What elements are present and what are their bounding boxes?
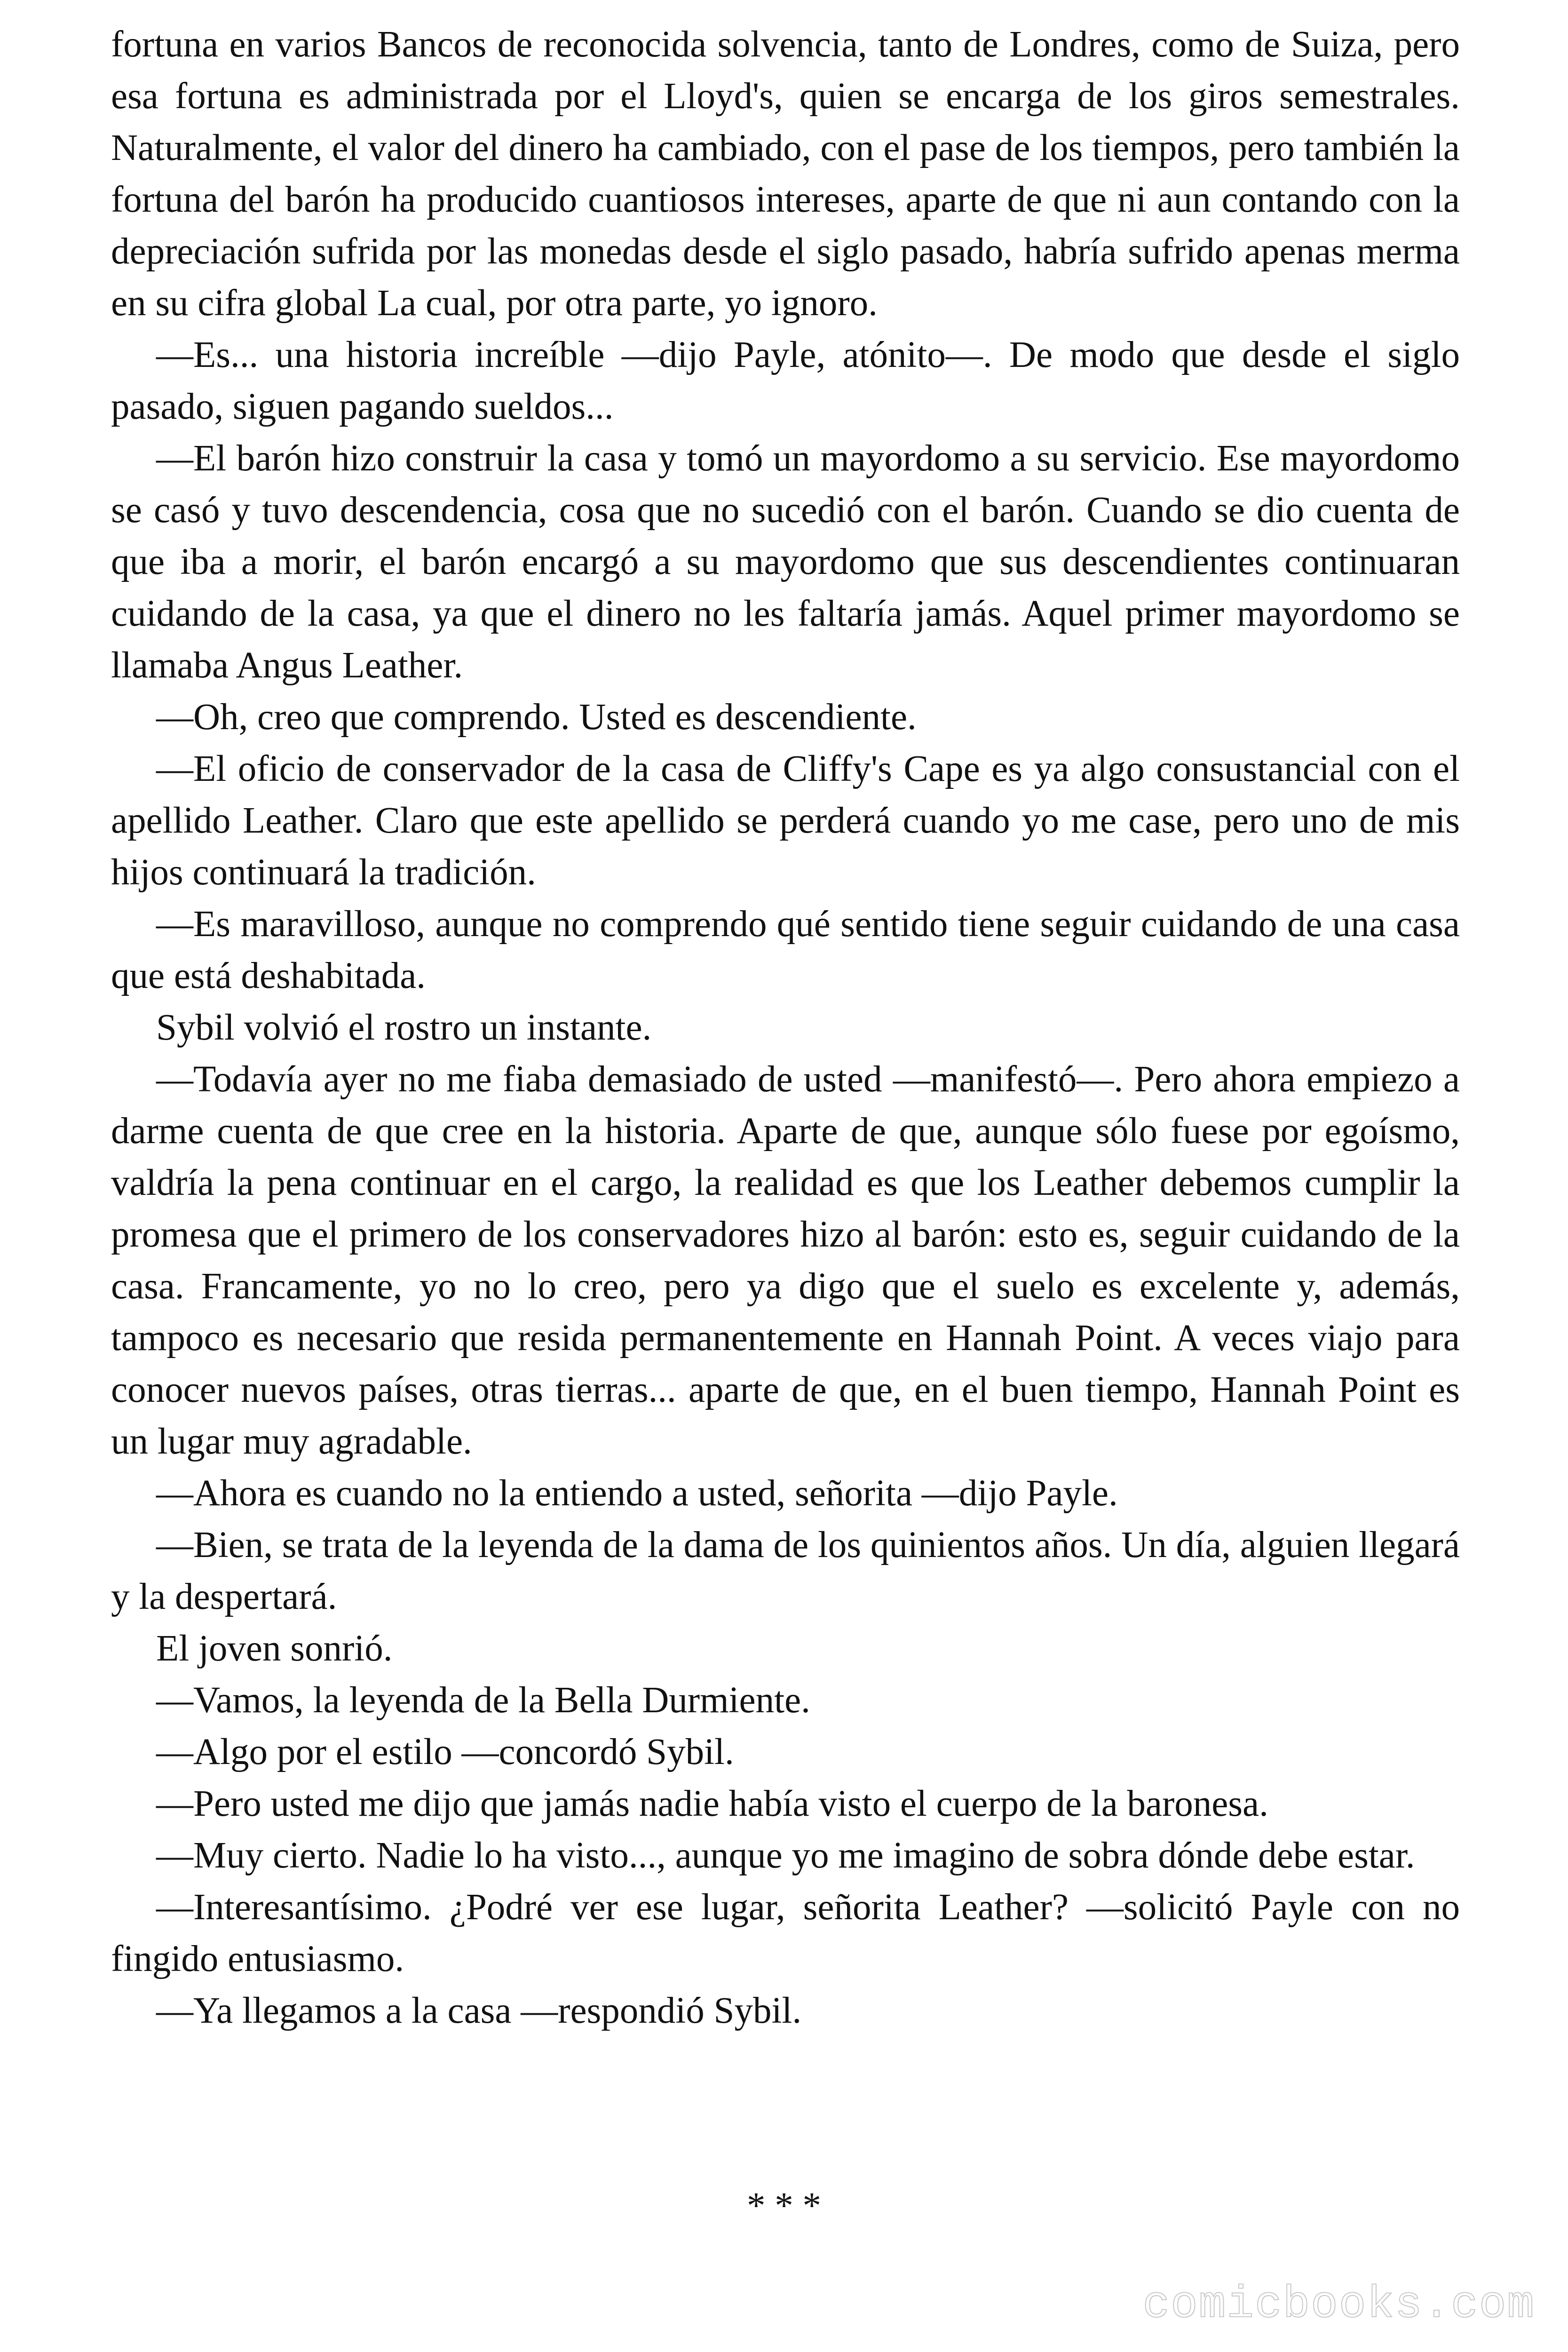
paragraph: —Interesantísimo. ¿Podré ver ese lugar, señorita Leather? —solicitó Payle con no fingido entusiasmo. — [111, 1887, 1460, 1979]
paragraph: —Muy cierto. Nadie lo ha visto..., aunque yo me imagino de sobra dónde debe estar. — [156, 1835, 1415, 1876]
paragraph: fortuna en varios Bancos de reconocida solvencia, tanto de Londres, como de Suiza, pero esa fortuna es administrada por el Lloyd's, quien se encarga de los giros semestrales. Naturalmente, el valor del dinero ha cambiado, con el pase de los tiempos, pero también la fortuna del barón ha producido cuantiosos intereses, aparte de que ni aun contando con la depreciación sufrida por las monedas desde el siglo pasado, habría sufrido apenas merma en su cifra global La cual, por otra parte, yo ignoro. — [111, 24, 1460, 324]
paragraph: —Ya llegamos a la casa —respondió Sybil. — [156, 1990, 802, 2031]
section-separator: * * * — [747, 2185, 821, 2226]
paragraph: —Oh, creo que comprendo. Usted es descendiente. — [156, 697, 917, 738]
paragraph: —Es maravilloso, aunque no comprendo qué sentido tiene seguir cuidando de una casa que está deshabitada. — [111, 904, 1460, 996]
body-text — [111, 19, 1460, 2037]
paragraph: —Vamos, la leyenda de la Bella Durmiente. — [156, 1680, 810, 1721]
paragraph: —Pero usted me dijo que jamás nadie había visto el cuerpo de la baronesa. — [156, 1783, 1268, 1824]
paragraph: Sybil volvió el rostro un instante. — [156, 1007, 652, 1048]
paragraph: —El barón hizo construir la casa y tomó un mayordomo a su servicio. Ese mayordomo se casó y tuvo descendencia, cosa que no sucedió con el barón. Cuando se dio cuenta de que iba a morir, el barón encargó a su mayordomo que sus descendientes continuaran cuidando de la casa, ya que el dinero no les faltaría jamás. Aquel primer mayordomo se llamaba Angus Leather. — [111, 438, 1460, 686]
paragraph: —Bien, se trata de la leyenda de la dama de los quinientos años. Un día, alguien llegará y la despertará. — [111, 1525, 1460, 1617]
paragraph: —El oficio de conservador de la casa de Cliffy's Cape es ya algo consustancial con el apellido Leather. Claro que este apellido se perderá cuando yo me case, pero uno de mis hijos continuará la tradición. — [111, 748, 1460, 893]
paragraph: —Ahora es cuando no la entiendo a usted, señorita —dijo Payle. — [156, 1473, 1118, 1514]
paragraph: —Algo por el estilo —concordó Sybil. — [156, 1732, 734, 1772]
paragraph: El joven sonrió. — [156, 1628, 393, 1669]
watermark: comicbooks.com — [1142, 2279, 1535, 2330]
paragraph: —Es... una historia increíble —dijo Payle, atónito—. De modo que desde el siglo pasado, siguen pagando sueldos... — [111, 334, 1460, 427]
paragraph: —Todavía ayer no me fiaba demasiado de usted —manifestó—. Pero ahora empiezo a darme cuenta de que cree en la historia. Aparte de que, aunque sólo fuese por egoísmo, valdría la pena continuar en el cargo, la realidad es que los Leather debemos cumplir la promesa que el primero de los conservadores hizo al barón: esto es, seguir cuidando de la casa. Francamente, yo no lo creo, pero ya digo que el suelo es excelente y, además, tampoco es necesario que resida permanentemente en Hannah Point. A veces viajo para conocer nuevos países, otras tierras... aparte de que, en el buen tiempo, Hannah Point es un lugar muy agradable. — [111, 1059, 1460, 1462]
